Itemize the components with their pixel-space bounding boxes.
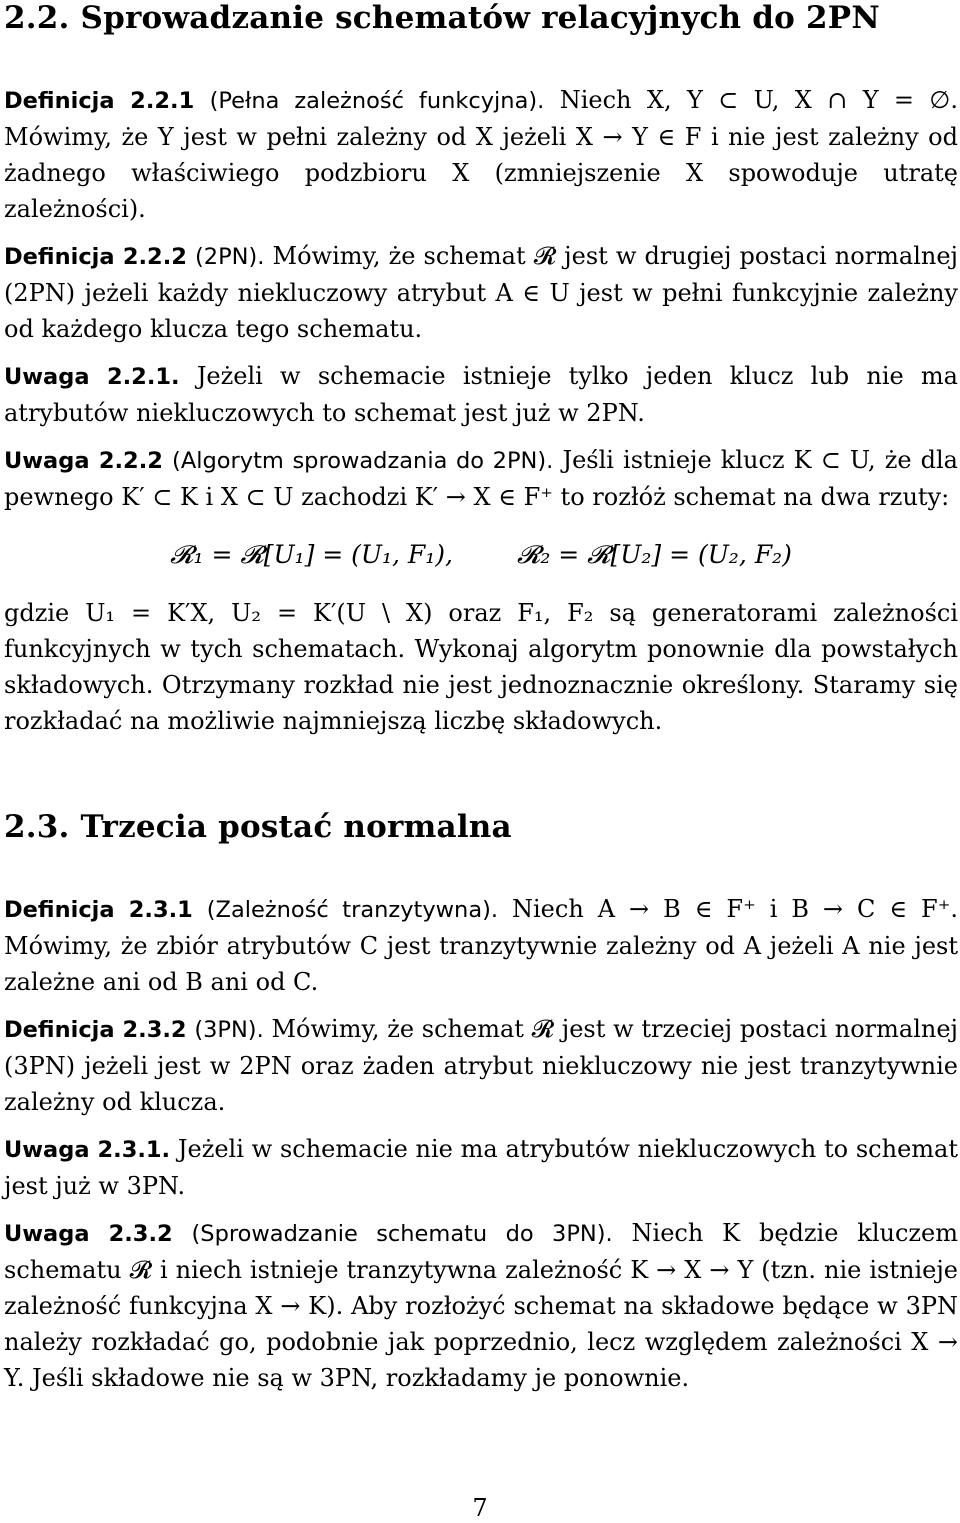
section-heading-2-3: 2.3. Trzecia postać normalna (4, 809, 512, 845)
definition-2-2-1 (4, 82, 958, 227)
remark-2-3-1 (4, 1131, 958, 1204)
formula-first-projection: 𝓡₁ = 𝓡[U₁] = (U₁, F₁), (170, 540, 453, 569)
definition-label: Definicja 2.2.2 (4, 244, 187, 270)
remark-2-2-2 (4, 442, 958, 515)
definition-2-3-1 (4, 891, 958, 1000)
definition-body: Mówimy, że schemat 𝓡 jest w drugiej postaci normalnej (2PN) jeżeli każdy niekluczowy atrybut A ∈ U jest w pełni funkcyjnie zależny od każdego klucza tego schematu. (4, 242, 958, 343)
definition-body: Mówimy, że schemat 𝓡 jest w trzeciej postaci normalnej (3PN) jeżeli jest w 2PN oraz żaden atrybut niekluczowy nie jest tranzytywnie zależny od klucza. (4, 1015, 958, 1116)
definition-label: Definicja 2.3.2 (4, 1017, 187, 1043)
remark-body: Jeżeli w schemacie nie ma atrybutów niekluczowych to schemat jest już w 3PN. (4, 1135, 958, 1200)
definition-body: Niech X, Y ⊂ U, X ∩ Y = ∅. Mówimy, że Y jest w pełni zależny od X jeżeli X → Y ∈ F i nie jest zależny od żadnego właściwiego podzbioru X (zmniejszenie X spowoduje utratę zależności). (4, 86, 958, 223)
section-heading-2-2: 2.2. Sprowadzanie schematów relacyjnych do 2PN (4, 0, 880, 36)
definition-caption: (Zależność tranzytywna). (206, 897, 499, 923)
definition-label: Definicja 2.3.1 (4, 897, 193, 923)
remark-body: Jeśli istnieje klucz K ⊂ U, że dla pewnego K′ ⊂ K i X ⊂ U zachodzi K′ → X ∈ F⁺ to rozłóż schemat na dwa rzuty: (4, 446, 958, 511)
page-number: 7 (472, 1494, 488, 1522)
remark-2-3-2 (4, 1215, 958, 1396)
remark-caption: (Sprowadzanie schematu do 3PN). (191, 1221, 613, 1247)
document-page (4, 0, 958, 1396)
definition-2-2-2 (4, 238, 958, 347)
definition-caption: (Pełna zależność funkcyjna). (209, 88, 545, 114)
remark-label: Uwaga 2.3.1. (4, 1137, 171, 1163)
explanation-body: gdzie U₁ = K′X, U₂ = K′(U \ X) oraz F₁, F₂ są generatorami zależności funkcyjnych w tych schematach. Wykonaj algorytm ponownie dla powstałych składowych. Otrzymany rozkład nie jest jednoznacznie określony. Staramy się rozkładać na możliwie najmniejszą liczbę składowych. (4, 599, 958, 735)
remark-label: Uwaga 2.3.2 (4, 1221, 173, 1247)
definition-label: Definicja 2.2.1 (4, 88, 195, 114)
definition-caption: (2PN). (195, 244, 265, 270)
decomposition-formula (4, 537, 958, 573)
remark-body: Jeżeli w schemacie istnieje tylko jeden klucz lub nie ma atrybutów niekluczowych to schemat jest już w 2PN. (4, 362, 958, 427)
definition-body: Niech A → B ∈ F⁺ i B → C ∈ F⁺. Mówimy, że zbiór atrybutów C jest tranzytywnie zależny od A jeżeli A nie jest zależne ani od B ani od C. (4, 895, 958, 996)
remark-label: Uwaga 2.2.1. (4, 364, 180, 390)
remark-label: Uwaga 2.2.2 (4, 448, 163, 474)
definition-caption: (3PN). (194, 1017, 264, 1043)
formula-second-projection: 𝓡₂ = 𝓡[U₂] = (U₂, F₂) (516, 540, 792, 569)
remark-body: Niech K będzie kluczem schematu 𝓡 i niech istnieje tranzytywna zależność K → X → Y (tzn. nie istnieje zależność funkcyjna X → K). Aby rozłożyć schemat na składowe będące w 3PN należy rozkładać go, podobnie jak poprzednio, lecz względem zależności X → Y. Jeśli składowe nie są w 3PN, rozkładamy je ponownie. (4, 1219, 958, 1392)
definition-2-3-2 (4, 1011, 958, 1120)
remark-caption: (Algorytm sprowadzania do 2PN). (172, 448, 554, 474)
formula-explanation (4, 595, 958, 739)
remark-2-2-1 (4, 358, 958, 431)
